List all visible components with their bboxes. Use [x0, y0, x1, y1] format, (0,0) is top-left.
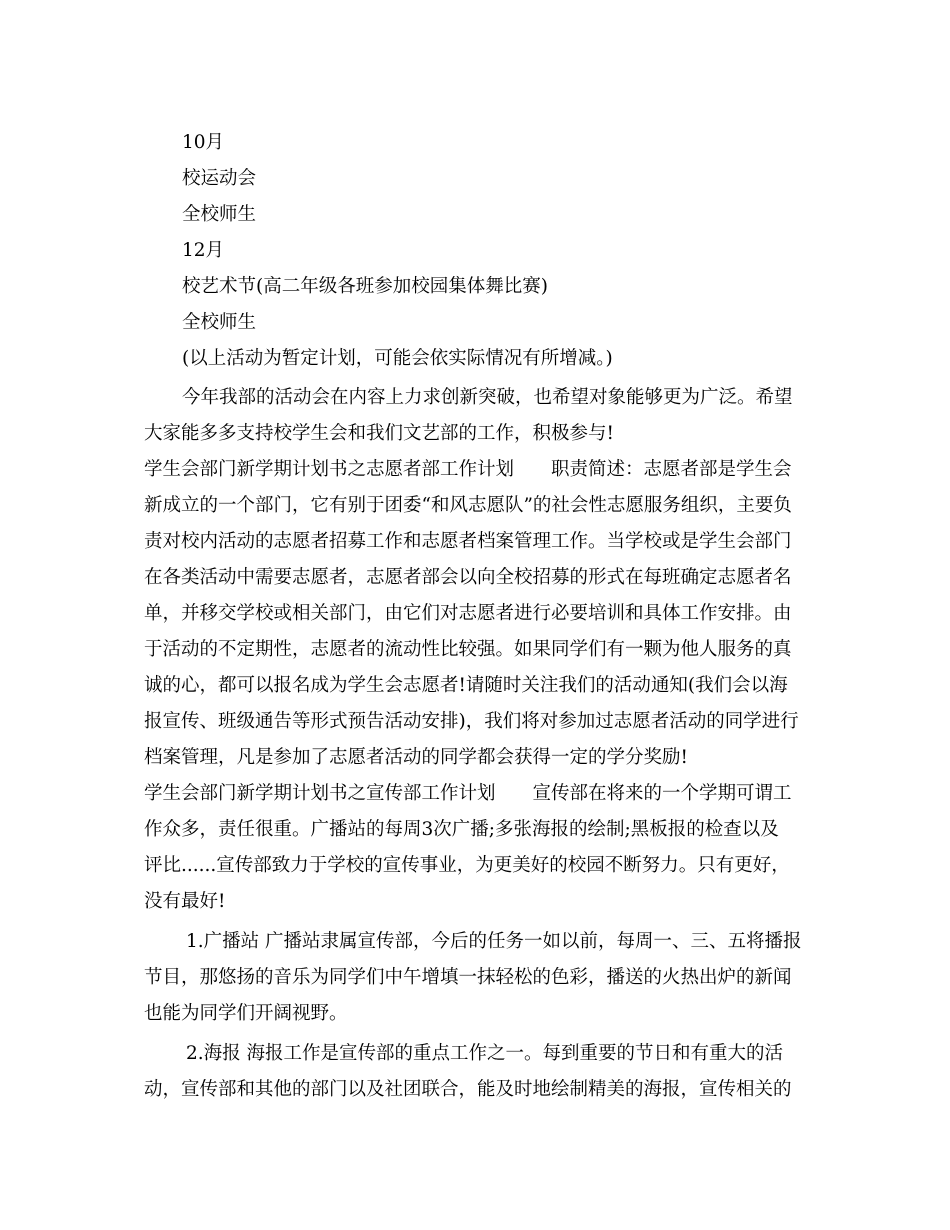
text-line: 校运动会	[182, 168, 257, 189]
text-line: 学生会部门新学期计划书之宣传部工作计划 宣传部在将来的一个学期可谓工	[144, 783, 792, 804]
text-line: 全校师生	[182, 312, 257, 333]
text-line: 作众多，责任很重。广播站的每周3次广播;多张海报的绘制;黑板报的检查以及	[144, 819, 779, 840]
text-line: 大家能多多支持校学生会和我们文艺部的工作，积极参与!	[144, 423, 614, 444]
text-line: 单，并移交学校或相关部门，由它们对志愿者进行必要培训和具体工作安排。由	[144, 603, 792, 624]
text-line: 责对校内活动的志愿者招募工作和志愿者档案管理工作。当学校或是学生会部门	[144, 531, 792, 552]
text-line: 10月	[182, 132, 225, 153]
text-line: 2.海报 海报工作是宣传部的重点工作之一。每到重要的节日和有重大的活	[186, 1043, 784, 1064]
text-line: 校艺术节(高二年级各班参加校园集体舞比赛)	[182, 276, 548, 297]
text-line: 在各类活动中需要志愿者，志愿者部会以向全校招募的形式在每班确定志愿者名	[144, 567, 792, 588]
text-line: (以上活动为暂定计划，可能会依实际情况有所增减。)	[182, 348, 613, 369]
text-line: 于活动的不定期性，志愿者的流动性比较强。如果同学们有一颗为他人服务的真	[144, 639, 792, 660]
text-line: 12月	[182, 240, 225, 261]
text-line: 档案管理，凡是参加了志愿者活动的同学都会获得一定的学分奖励!	[144, 747, 688, 768]
text-line: 全校师生	[182, 204, 257, 225]
text-line: 动，宣传部和其他的部门以及社团联合，能及时地绘制精美的海报，宣传相关的	[144, 1079, 792, 1100]
text-line: 今年我部的活动会在内容上力求创新突破，也希望对象能够更为广泛。希望	[182, 387, 793, 408]
text-line: 节目，那悠扬的音乐为同学们中午增填一抹轻松的色彩，播送的火热出炉的新闻	[144, 967, 792, 988]
text-line: 新成立的一个部门，它有别于团委“和风志愿队”的社会性志愿服务组织，主要负	[144, 495, 792, 516]
text-line: 诚的心，都可以报名成为学生会志愿者!请随时关注我们的活动通知(我们会以海	[144, 675, 788, 696]
text-line: 也能为同学们开阔视野。	[144, 1003, 348, 1024]
text-line: 报宣传、班级通告等形式预告活动安排)，我们将对参加过志愿者活动的同学进行	[144, 711, 799, 732]
text-line: 评比......宣传部致力于学校的宣传事业，为更美好的校园不断努力。只有更好，	[144, 855, 790, 876]
text-line: 学生会部门新学期计划书之志愿者部工作计划 职责简述：志愿者部是学生会	[144, 459, 792, 480]
text-line: 没有最好!	[144, 891, 226, 912]
text-line: 1.广播站 广播站隶属宣传部，今后的任务一如以前，每周一、三、五将播报	[186, 931, 802, 952]
